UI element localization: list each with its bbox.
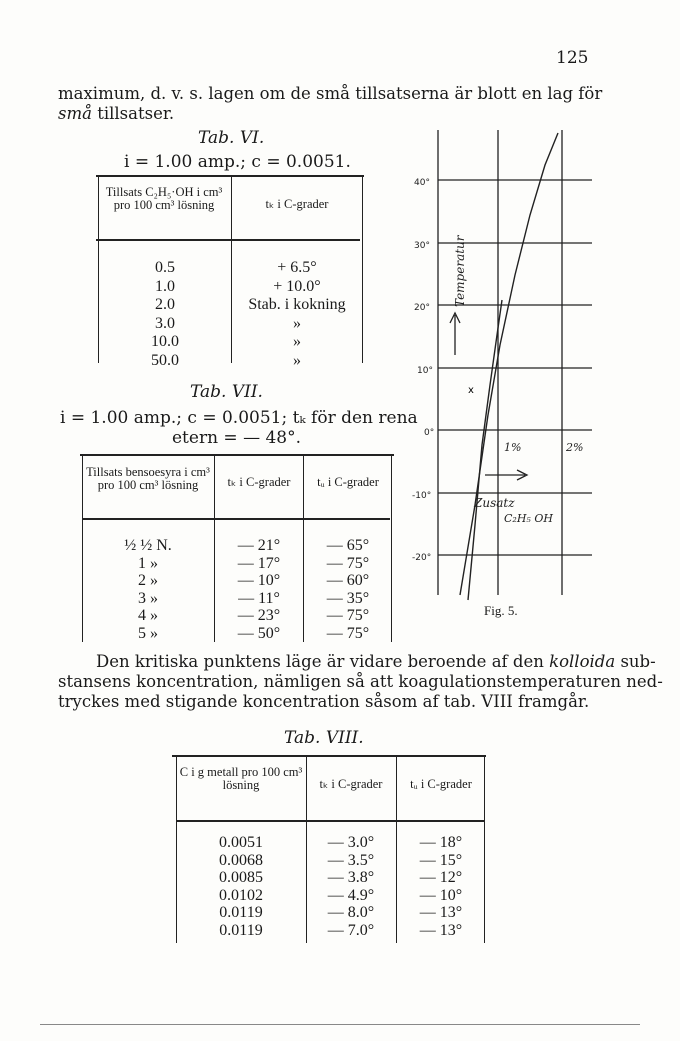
- tab8-header-c: C i g metall pro 100 cm³ lösning: [179, 765, 303, 792]
- tab6-cell: 2.0: [155, 296, 175, 313]
- tab7-cell: — 75°: [326, 624, 370, 642]
- fig-xlabel: Zusatz: [474, 496, 515, 510]
- tab7-cell: 3 »: [138, 589, 158, 607]
- fig-pct-1: 1%: [504, 441, 522, 454]
- tab6-cell: »: [293, 351, 301, 369]
- tab7-cell: 1 »: [138, 554, 158, 572]
- tab7-cell: — 35°: [326, 589, 370, 607]
- tab7-cell: — 75°: [326, 554, 370, 572]
- tab7-cell: 5 »: [138, 624, 158, 642]
- fig-tick-20: 20°: [414, 303, 430, 313]
- tab7-cell: — 21°: [237, 537, 281, 554]
- tab6-caption: Tab. VI.: [198, 128, 265, 148]
- tab6-cell: 50.0: [151, 351, 179, 369]
- tab8-cell: — 3.0°: [327, 834, 375, 851]
- tab7-cell: — 75°: [326, 607, 370, 624]
- intro-emphasis: små: [58, 104, 92, 123]
- tab7-cell: 2 »: [138, 572, 158, 589]
- tab8-cell: — 10°: [419, 886, 463, 904]
- tab6-cell: »: [293, 333, 301, 350]
- tab7-header-tz: tᵤ i C-grader: [317, 475, 379, 489]
- tab8-cell: 0.0051: [219, 834, 263, 851]
- mid-emphasis: kolloida: [549, 652, 616, 671]
- tab8-border-right: [484, 757, 485, 943]
- fig-tick-0: 0°: [424, 428, 435, 438]
- mid-line-1-a: Den kritiska punktens läge är vidare beroende af den: [96, 652, 550, 671]
- tab8-cell: 0.0119: [219, 921, 263, 939]
- tab7-divider-1: [214, 456, 215, 642]
- intro-line-2-rest: tillsatser.: [91, 104, 175, 123]
- tab7-cell: — 11°: [238, 589, 280, 607]
- fig-tick-40: 40°: [414, 178, 430, 188]
- tab8-header-tk: tₖ i C-grader: [319, 777, 383, 791]
- tab8-cell: 0.0085: [219, 869, 263, 886]
- tab8-cell: — 13°: [419, 904, 463, 921]
- figure-5: [400, 125, 600, 625]
- tab8-cell: — 18°: [419, 834, 463, 851]
- tab7-cell: ½ ½ N.: [124, 537, 172, 554]
- tab8-cell: 0.0102: [219, 886, 263, 904]
- tab6-cell: 10.0: [151, 333, 179, 350]
- tab7-divider-2: [303, 456, 304, 642]
- tab8-cell: — 4.9°: [327, 886, 375, 904]
- fig-caption: Fig. 5.: [484, 603, 518, 618]
- mid-line-1: [96, 652, 656, 672]
- tab6-head-rule: [96, 239, 360, 241]
- tab6-border-right: [362, 177, 363, 363]
- tab8-cell: — 12°: [419, 869, 463, 886]
- bottom-rule: [40, 1024, 640, 1025]
- tab8-cell: — 8.0°: [327, 904, 375, 921]
- tab8-header-tz: tᵤ i C-grader: [410, 777, 472, 791]
- fig-tick-minus20: -20°: [412, 553, 432, 563]
- tab8-cell: — 3.8°: [327, 869, 375, 886]
- tab8-caption: Tab. VIII.: [284, 728, 364, 748]
- mid-line-3: tryckes med stigande koncentration såsom af tab. VIII framgår.: [58, 692, 590, 711]
- tab8-cell: — 7.0°: [327, 921, 375, 939]
- fig-tick-10: 10°: [417, 366, 433, 376]
- tab7-caption: Tab. VII.: [190, 382, 263, 402]
- fig-axis-label: Temperatur: [453, 235, 467, 307]
- tab7-header-additive: Tillsats bensoesyra i cm³ pro 100 cm³ lösning: [86, 465, 210, 492]
- tab8-divider-1: [306, 757, 307, 943]
- tab6-header-additive: Tillsats C₂H₅·OH i cm³ pro 100 cm³ lösning: [105, 185, 223, 212]
- tab6-cell: 0.5: [155, 259, 175, 276]
- tab8-cell: — 3.5°: [327, 851, 375, 869]
- tab6-cell: 3.0: [155, 314, 175, 332]
- tab6-cell: Stab. i kokning: [248, 296, 346, 313]
- tab6-header-tk: tₖ i C-grader: [265, 197, 329, 211]
- tab8-cell: — 15°: [419, 851, 463, 869]
- tab8-cell: — 13°: [419, 921, 463, 939]
- tab7-top-rule: [80, 454, 394, 456]
- fig-tick-minus10: -10°: [412, 491, 432, 501]
- tab6-top-rule: [96, 175, 364, 177]
- tab7-cell: — 10°: [237, 572, 281, 589]
- tab6-border-left: [98, 177, 99, 363]
- tab8-divider-2: [396, 757, 397, 943]
- fig-tick-30: 30°: [414, 241, 430, 251]
- tab8-head-rule: [176, 820, 484, 822]
- tab6-cell: + 10.0°: [273, 277, 321, 295]
- tab7-info-1: i = 1.00 amp.; c = 0.0051; tₖ för den rena: [60, 408, 418, 428]
- mid-line-2: stansens koncentration, nämligen så att koagulationstemperaturen ned-: [58, 672, 663, 691]
- tab7-head-rule: [82, 518, 390, 520]
- tab7-cell: — 17°: [237, 554, 281, 572]
- page-number: 125: [556, 48, 589, 68]
- tab7-cell: — 65°: [326, 537, 370, 554]
- tab6-cell: »: [293, 314, 301, 332]
- tab8-top-rule: [172, 755, 486, 757]
- tab7-cell: — 23°: [237, 607, 281, 624]
- tab7-info-2: etern = — 48°.: [172, 428, 302, 448]
- intro-line-2: [58, 104, 174, 124]
- fig-marker: x: [468, 385, 474, 396]
- tab7-cell: 4 »: [138, 607, 158, 624]
- mid-line-1-b: sub-: [615, 652, 656, 671]
- tab6-cell: + 6.5°: [277, 259, 317, 276]
- tab7-border-right: [391, 456, 392, 642]
- tab6-cell: 1.0: [155, 277, 175, 295]
- intro-line-1: maximum, d. v. s. lagen om de små tillsatserna är blott en lag för: [58, 84, 603, 103]
- tab8-cell: 0.0119: [219, 904, 263, 921]
- fig-pct-2: 2%: [566, 441, 584, 454]
- fig-compound: C₂H₅ OH: [504, 512, 553, 525]
- tab6-info: i = 1.00 amp.; c = 0.0051.: [124, 152, 351, 172]
- tab7-cell: — 60°: [326, 572, 370, 589]
- tab7-header-tk: tₖ i C-grader: [227, 475, 291, 489]
- tab7-border-left: [82, 456, 83, 642]
- tab6-divider: [231, 177, 232, 363]
- tab8-cell: 0.0068: [219, 851, 263, 869]
- tab7-cell: — 50°: [237, 624, 281, 642]
- tab8-border-left: [176, 757, 177, 943]
